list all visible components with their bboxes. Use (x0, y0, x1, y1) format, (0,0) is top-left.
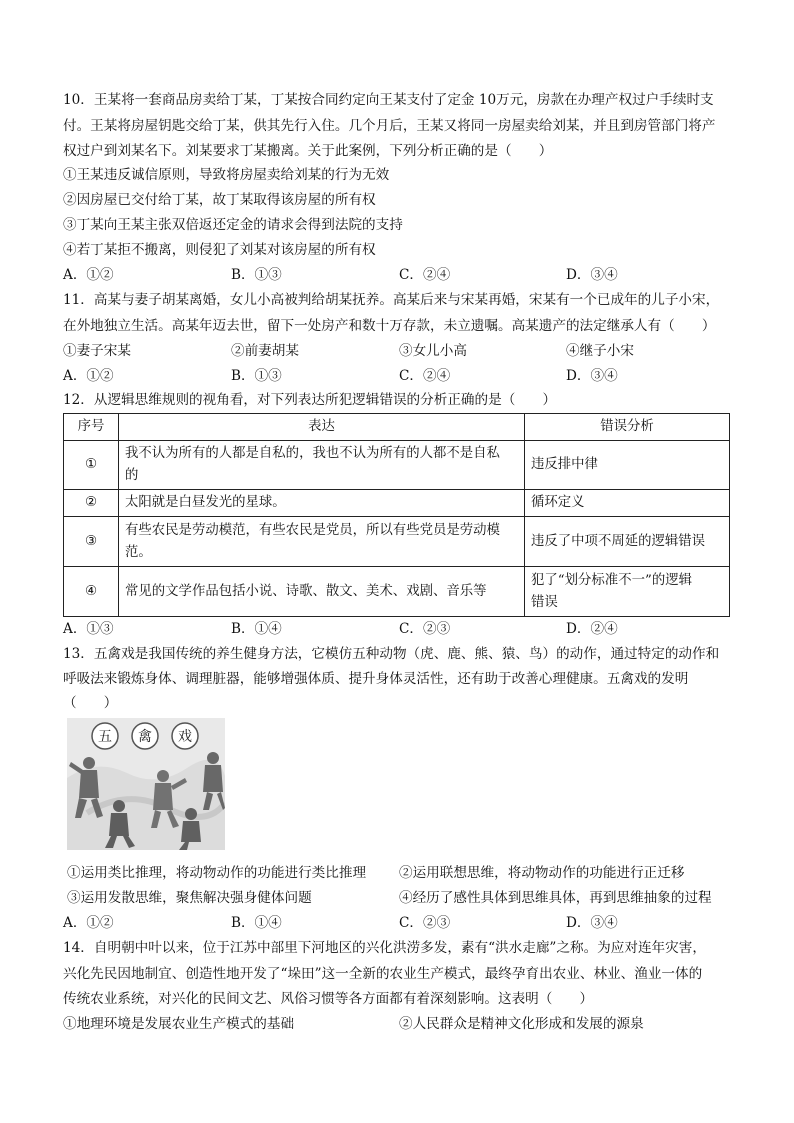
q12-header-no: 序号 (64, 414, 119, 441)
wuqinxi-title-char-3: 戏 (178, 729, 192, 745)
q11-item-1: ①妻子宋某 (63, 343, 131, 359)
q13-item-1: ①运用类比推理，将动物动作的功能进行类比推理 (67, 865, 367, 881)
q10-option-c[interactable]: C．②④ (399, 267, 451, 283)
q12-row-1-no: ① (64, 441, 119, 490)
q12-row-3-analysis: 违反了中项不周延的逻辑错误 (525, 517, 730, 567)
q12-table-header-row (64, 414, 730, 441)
q13-stem-line-3: （ ） (63, 695, 118, 711)
q12-option-b[interactable]: B．①④ (231, 621, 282, 637)
q10-stem-line-1: 10．王某将一套商品房卖给丁某，丁某按合同约定向王某支付了定金 10万元，房款在办理产权过户手续时支 (63, 92, 714, 108)
q12-row-2-expr: 太阳就是白昼发光的星球。 (119, 490, 525, 517)
q14-item-2: ②人民群众是精神文化形成和发展的源泉 (399, 1016, 644, 1032)
q10-stem-line-2: 付。王某将房屋钥匙交给丁某，供其先行入住。几个月后，王某又将同一房屋卖给刘某，并且到房管部门将产 (63, 118, 716, 134)
q12-row-3-expr-line-2: 范。 (125, 544, 152, 560)
wuqinxi-illustration-svg (67, 718, 225, 850)
q12-option-d[interactable]: D．②④ (566, 621, 618, 637)
q11-option-c[interactable]: C．②④ (399, 368, 451, 384)
q12-row-2-analysis: 循环定义 (525, 490, 730, 517)
table-row (64, 517, 730, 567)
q10-stem-line-3: 权过户到刘某名下。刘某要求丁某搬离。关于此案例，下列分析正确的是（ ） (63, 143, 553, 159)
q13-item-4: ④经历了感性具体到思维具体，再到思维抽象的过程 (399, 890, 712, 906)
q11-stem-line-2: 在外地独立生活。高某年迈去世，留下一处房产和数十万存款，未立遗嘱。高某遗产的法定继承人有（ ） (63, 318, 716, 334)
q10-item-3: ③丁某向王某主张双倍返还定金的请求会得到法院的支持 (63, 217, 403, 233)
q12-row-3-expr (119, 517, 525, 567)
q13-option-b[interactable]: B．①④ (231, 915, 282, 931)
q12-row-4-no: ④ (64, 567, 119, 617)
q12-header-analysis: 错误分析 (525, 414, 730, 441)
q10-item-4: ④若丁某拒不搬离，则侵犯了刘某对该房屋的所有权 (63, 242, 376, 258)
q14-item-1: ①地理环境是发展农业生产模式的基础 (63, 1016, 295, 1032)
q14-stem-line-3: 传统农业系统，对兴化的民间文艺、风俗习惯等各方面都有着深刻影响。这表明（ ） (63, 991, 594, 1007)
q13-item-3: ③运用发散思维，聚焦解决强身健体问题 (67, 890, 312, 906)
q12-row-3-no: ③ (64, 517, 119, 567)
q12-row-1-expr (119, 441, 525, 490)
q11-item-3: ③女儿小高 (399, 343, 467, 359)
q13-option-d[interactable]: D．③④ (566, 915, 618, 931)
q12-row-4-expr: 常见的文学作品包括小说、诗歌、散文、美术、戏剧、音乐等 (119, 567, 525, 617)
q11-item-2: ②前妻胡某 (231, 343, 299, 359)
q13-item-2: ②运用联想思维，将动物动作的功能进行正迁移 (399, 865, 685, 881)
q12-row-2-no: ② (64, 490, 119, 517)
q11-option-a[interactable]: A．①② (63, 368, 114, 384)
q11-stem-line-1: 11．高某与妻子胡某离婚，女儿小高被判给胡某抚养。高某后来与宋某再婚，宋某有一个已成年的儿子小宋， (63, 292, 720, 308)
wuqinxi-title-char-2: 禽 (138, 729, 152, 745)
q10-item-2: ②因房屋已交付给丁某，故丁某取得该房屋的所有权 (63, 192, 376, 208)
q10-item-1: ①王某违反诚信原则，导致将房屋卖给刘某的行为无效 (63, 167, 390, 183)
q11-item-4: ④继子小宋 (566, 343, 634, 359)
q12-table (63, 413, 730, 617)
q12-row-1-expr-line-2: 的 (125, 468, 139, 483)
q12-option-c[interactable]: C．②③ (399, 621, 451, 637)
q12-header-expr: 表达 (119, 414, 525, 441)
table-row (64, 441, 730, 490)
q12-row-3-expr-line-1: 有些农民是劳动模范，有些农民是党员，所以有些党员是劳动模 (125, 522, 500, 538)
q13-option-c[interactable]: C．②③ (399, 915, 451, 931)
q10-option-d[interactable]: D．③④ (566, 267, 618, 283)
table-row (64, 567, 730, 617)
q10-option-a[interactable]: A．①② (63, 267, 114, 283)
q12-option-a[interactable]: A．①③ (63, 621, 114, 637)
q14-stem-line-1: 14．自明朝中叶以来，位于江苏中部里下河地区的兴化洪涝多发，素有“洪水走廊”之称。为应对连年灾害， (63, 940, 706, 956)
q12-row-1-analysis: 违反排中律 (525, 441, 730, 490)
table-row (64, 490, 730, 517)
wuqinxi-title-char-1: 五 (98, 729, 112, 745)
q13-stem-line-1: 13．五禽戏是我国传统的养生健身方法，它模仿五种动物（虎、鹿、熊、猿、鸟）的动作，通过特定的动作和 (63, 646, 720, 662)
q12-row-1-expr-line-1: 我不认为所有的人都是自私的，我也不认为所有的人都不是自私 (125, 446, 500, 461)
q11-option-b[interactable]: B．①③ (231, 368, 282, 384)
q13-option-a[interactable]: A．①② (63, 915, 114, 931)
q11-option-d[interactable]: D．③④ (566, 368, 618, 384)
q12-stem: 12．从逻辑思维规则的视角看，对下列表达所犯逻辑错误的分析正确的是（ ） (63, 392, 557, 408)
q14-stem-line-2: 兴化先民因地制宜、创造性地开发了“垛田”这一全新的农业生产模式，最终孕育出农业、林业、渔业一体的 (63, 966, 703, 982)
wuqinxi-illustration (67, 718, 225, 850)
q12-row-4-analysis (525, 567, 730, 617)
q13-stem-line-2: 呼吸法来锻炼身体、调理脏器，能够增强体质、提升身体灵活性，还有助于改善心理健康。五禽戏的发明 (63, 671, 689, 687)
q12-row-4-analysis-line-2: 错误 (531, 594, 558, 610)
q10-option-b[interactable]: B．①③ (231, 267, 282, 283)
q12-row-4-analysis-line-1: 犯了“划分标准不一”的逻辑 (531, 572, 692, 588)
